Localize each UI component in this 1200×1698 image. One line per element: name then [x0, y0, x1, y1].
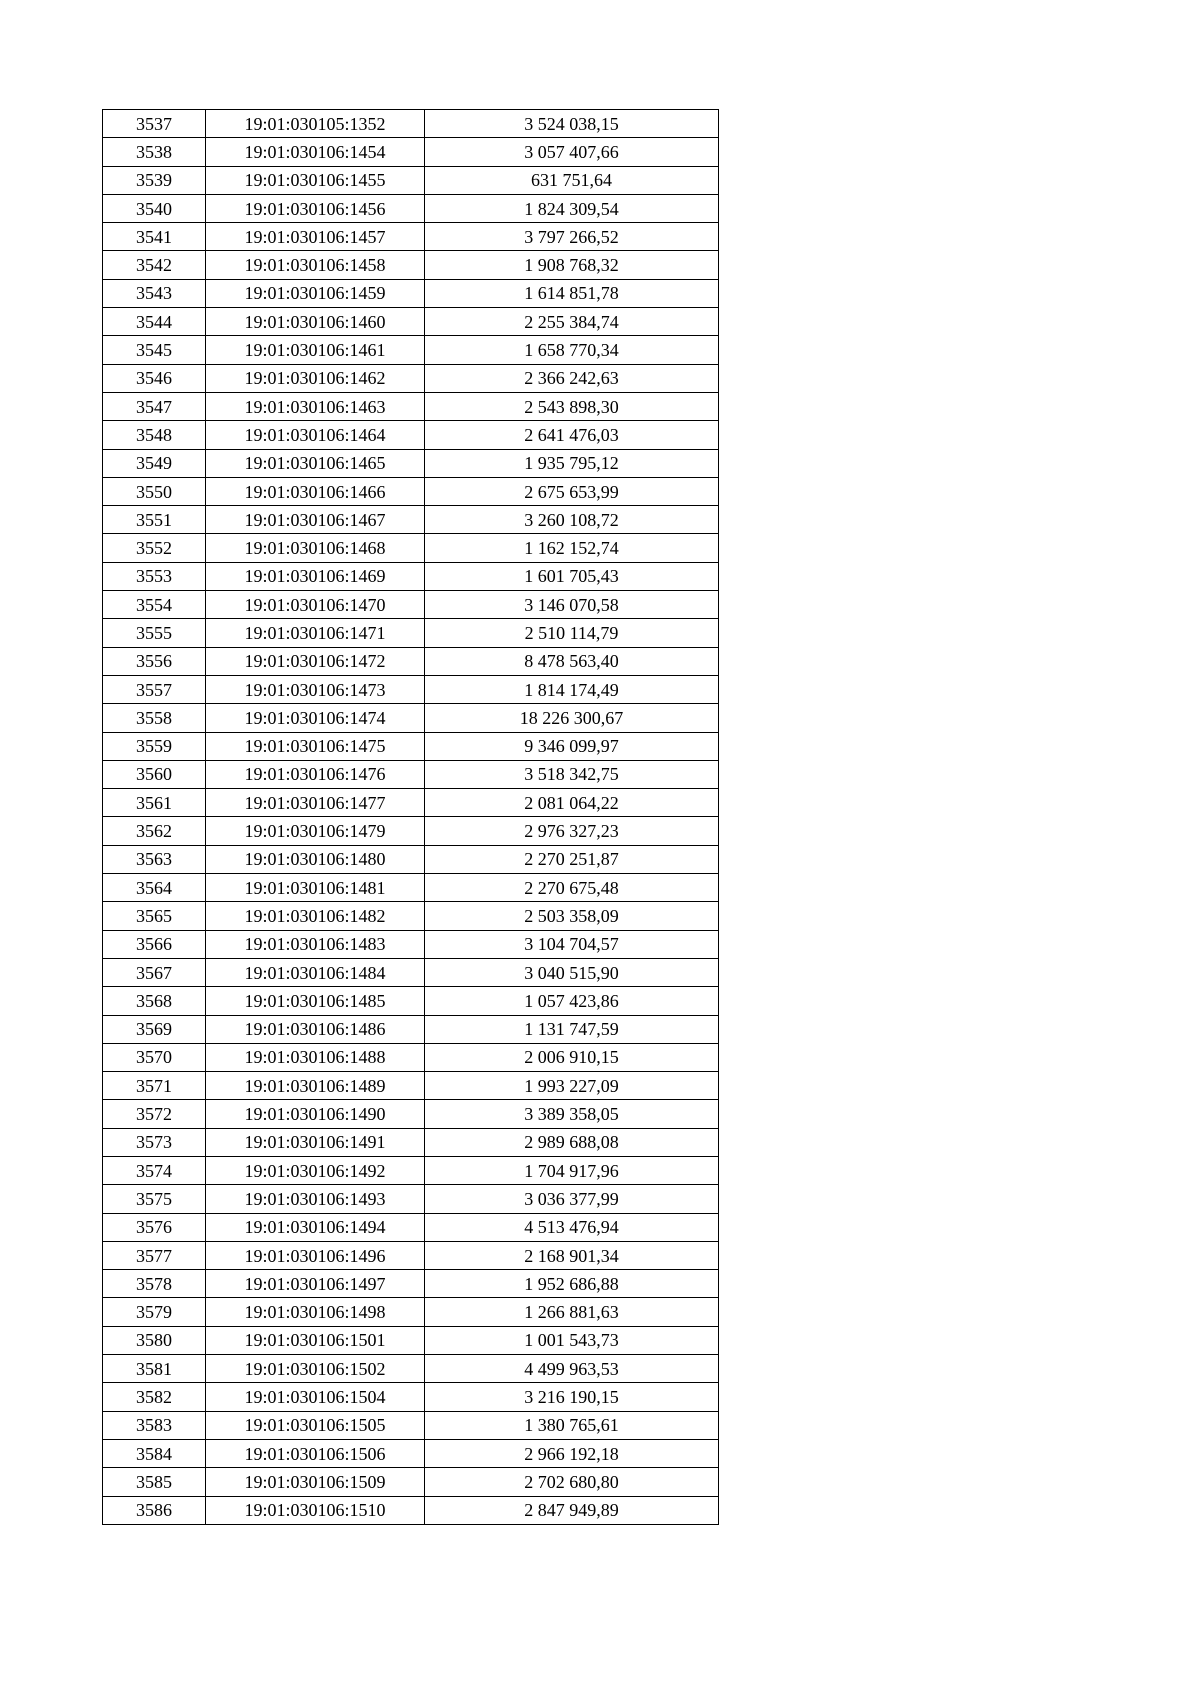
cadastral-number-cell: 19:01:030106:1502	[206, 1355, 425, 1383]
cadastral-number-cell: 19:01:030106:1492	[206, 1156, 425, 1184]
table-row	[103, 138, 719, 166]
cadastral-number-cell: 19:01:030106:1461	[206, 336, 425, 364]
table-row	[103, 562, 719, 590]
amount-cell: 18 226 300,67	[425, 704, 719, 732]
row-number-cell: 3540	[103, 194, 206, 222]
amount-cell: 2 255 384,74	[425, 308, 719, 336]
row-number-cell: 3539	[103, 166, 206, 194]
row-number-cell: 3585	[103, 1468, 206, 1496]
table-row	[103, 392, 719, 420]
amount-cell: 631 751,64	[425, 166, 719, 194]
amount-cell: 3 216 190,15	[425, 1383, 719, 1411]
row-number-cell: 3558	[103, 704, 206, 732]
row-number-cell: 3565	[103, 902, 206, 930]
table-row	[103, 1128, 719, 1156]
row-number-cell: 3581	[103, 1355, 206, 1383]
amount-cell: 2 510 114,79	[425, 619, 719, 647]
row-number-cell: 3577	[103, 1241, 206, 1269]
row-number-cell: 3551	[103, 506, 206, 534]
table-row	[103, 958, 719, 986]
cadastral-number-cell: 19:01:030106:1496	[206, 1241, 425, 1269]
cadastral-number-cell: 19:01:030106:1456	[206, 194, 425, 222]
cadastral-number-cell: 19:01:030106:1477	[206, 789, 425, 817]
row-number-cell: 3543	[103, 279, 206, 307]
cadastral-number-cell: 19:01:030106:1483	[206, 930, 425, 958]
table-row	[103, 336, 719, 364]
row-number-cell: 3537	[103, 110, 206, 138]
row-number-cell: 3568	[103, 987, 206, 1015]
table-row	[103, 1072, 719, 1100]
cadastral-number-cell: 19:01:030106:1466	[206, 477, 425, 505]
table-row	[103, 1015, 719, 1043]
table-row	[103, 308, 719, 336]
table-row	[103, 817, 719, 845]
amount-cell: 1 658 770,34	[425, 336, 719, 364]
table-row	[103, 845, 719, 873]
row-number-cell: 3571	[103, 1072, 206, 1100]
row-number-cell: 3572	[103, 1100, 206, 1128]
amount-cell: 2 006 910,15	[425, 1043, 719, 1071]
amount-cell: 3 036 377,99	[425, 1185, 719, 1213]
cadastral-number-cell: 19:01:030106:1510	[206, 1496, 425, 1524]
row-number-cell: 3575	[103, 1185, 206, 1213]
row-number-cell: 3560	[103, 760, 206, 788]
amount-cell: 4 513 476,94	[425, 1213, 719, 1241]
amount-cell: 1 162 152,74	[425, 534, 719, 562]
amount-cell: 2 168 901,34	[425, 1241, 719, 1269]
row-number-cell: 3562	[103, 817, 206, 845]
amount-cell: 2 976 327,23	[425, 817, 719, 845]
table-row	[103, 732, 719, 760]
table-row	[103, 1439, 719, 1467]
amount-cell: 3 389 358,05	[425, 1100, 719, 1128]
row-number-cell: 3574	[103, 1156, 206, 1184]
row-number-cell: 3542	[103, 251, 206, 279]
amount-cell: 1 935 795,12	[425, 449, 719, 477]
table-row	[103, 279, 719, 307]
amount-cell: 2 966 192,18	[425, 1439, 719, 1467]
row-number-cell: 3559	[103, 732, 206, 760]
cadastral-number-cell: 19:01:030106:1505	[206, 1411, 425, 1439]
amount-cell: 3 524 038,15	[425, 110, 719, 138]
row-number-cell: 3546	[103, 364, 206, 392]
table-row	[103, 449, 719, 477]
row-number-cell: 3586	[103, 1496, 206, 1524]
cadastral-number-cell: 19:01:030106:1491	[206, 1128, 425, 1156]
cadastral-number-cell: 19:01:030106:1497	[206, 1270, 425, 1298]
row-number-cell: 3544	[103, 308, 206, 336]
cadastral-number-cell: 19:01:030106:1481	[206, 874, 425, 902]
row-number-cell: 3569	[103, 1015, 206, 1043]
amount-cell: 2 543 898,30	[425, 392, 719, 420]
amount-cell: 2 641 476,03	[425, 421, 719, 449]
cadastral-number-cell: 19:01:030106:1509	[206, 1468, 425, 1496]
table-row	[103, 534, 719, 562]
amount-cell: 3 146 070,58	[425, 591, 719, 619]
amount-cell: 1 704 917,96	[425, 1156, 719, 1184]
row-number-cell: 3584	[103, 1439, 206, 1467]
data-table	[102, 109, 719, 1525]
row-number-cell: 3582	[103, 1383, 206, 1411]
cadastral-number-cell: 19:01:030106:1462	[206, 364, 425, 392]
cadastral-number-cell: 19:01:030106:1454	[206, 138, 425, 166]
table-row	[103, 1100, 719, 1128]
table-row	[103, 421, 719, 449]
table-row	[103, 647, 719, 675]
row-number-cell: 3547	[103, 392, 206, 420]
row-number-cell: 3566	[103, 930, 206, 958]
row-number-cell: 3579	[103, 1298, 206, 1326]
table-row	[103, 591, 719, 619]
table-row	[103, 1468, 719, 1496]
table-row	[103, 1241, 719, 1269]
amount-cell: 1 824 309,54	[425, 194, 719, 222]
cadastral-number-cell: 19:01:030106:1493	[206, 1185, 425, 1213]
amount-cell: 2 503 358,09	[425, 902, 719, 930]
amount-cell: 1 601 705,43	[425, 562, 719, 590]
table-row	[103, 704, 719, 732]
cadastral-number-cell: 19:01:030106:1480	[206, 845, 425, 873]
amount-cell: 1 614 851,78	[425, 279, 719, 307]
amount-cell: 2 847 949,89	[425, 1496, 719, 1524]
cadastral-number-cell: 19:01:030106:1471	[206, 619, 425, 647]
amount-cell: 1 952 686,88	[425, 1270, 719, 1298]
cadastral-number-cell: 19:01:030106:1457	[206, 223, 425, 251]
cadastral-number-cell: 19:01:030106:1488	[206, 1043, 425, 1071]
amount-cell: 3 104 704,57	[425, 930, 719, 958]
cadastral-number-cell: 19:01:030106:1504	[206, 1383, 425, 1411]
table-row	[103, 675, 719, 703]
cadastral-number-cell: 19:01:030106:1485	[206, 987, 425, 1015]
amount-cell: 1 993 227,09	[425, 1072, 719, 1100]
amount-cell: 2 366 242,63	[425, 364, 719, 392]
cadastral-number-cell: 19:01:030106:1459	[206, 279, 425, 307]
table-row	[103, 760, 719, 788]
table-row	[103, 477, 719, 505]
amount-cell: 4 499 963,53	[425, 1355, 719, 1383]
amount-cell: 3 040 515,90	[425, 958, 719, 986]
amount-cell: 1 057 423,86	[425, 987, 719, 1015]
table-row	[103, 1326, 719, 1354]
row-number-cell: 3563	[103, 845, 206, 873]
row-number-cell: 3570	[103, 1043, 206, 1071]
cadastral-number-cell: 19:01:030106:1490	[206, 1100, 425, 1128]
cadastral-number-cell: 19:01:030106:1484	[206, 958, 425, 986]
amount-cell: 1 131 747,59	[425, 1015, 719, 1043]
row-number-cell: 3557	[103, 675, 206, 703]
cadastral-number-cell: 19:01:030106:1464	[206, 421, 425, 449]
row-number-cell: 3564	[103, 874, 206, 902]
table-row	[103, 1355, 719, 1383]
cadastral-number-cell: 19:01:030106:1501	[206, 1326, 425, 1354]
amount-cell: 1 001 543,73	[425, 1326, 719, 1354]
cadastral-number-cell: 19:01:030106:1506	[206, 1439, 425, 1467]
amount-cell: 3 797 266,52	[425, 223, 719, 251]
table-row	[103, 987, 719, 1015]
cadastral-number-cell: 19:01:030106:1463	[206, 392, 425, 420]
amount-cell: 3 518 342,75	[425, 760, 719, 788]
table-row	[103, 364, 719, 392]
cadastral-number-cell: 19:01:030106:1482	[206, 902, 425, 930]
table-row	[103, 874, 719, 902]
cadastral-number-cell: 19:01:030106:1486	[206, 1015, 425, 1043]
amount-cell: 9 346 099,97	[425, 732, 719, 760]
row-number-cell: 3556	[103, 647, 206, 675]
table-row	[103, 1298, 719, 1326]
amount-cell: 1 908 768,32	[425, 251, 719, 279]
table-row	[103, 1496, 719, 1524]
table-row	[103, 902, 719, 930]
cadastral-number-cell: 19:01:030106:1458	[206, 251, 425, 279]
amount-cell: 1 814 174,49	[425, 675, 719, 703]
table-row	[103, 251, 719, 279]
table-row	[103, 166, 719, 194]
table-row	[103, 506, 719, 534]
table-row	[103, 1156, 719, 1184]
cadastral-number-cell: 19:01:030106:1465	[206, 449, 425, 477]
row-number-cell: 3549	[103, 449, 206, 477]
table-row	[103, 194, 719, 222]
cadastral-number-cell: 19:01:030106:1489	[206, 1072, 425, 1100]
amount-cell: 2 081 064,22	[425, 789, 719, 817]
cadastral-number-cell: 19:01:030106:1469	[206, 562, 425, 590]
amount-cell: 2 270 675,48	[425, 874, 719, 902]
row-number-cell: 3567	[103, 958, 206, 986]
table-row	[103, 1270, 719, 1298]
cadastral-number-cell: 19:01:030106:1473	[206, 675, 425, 703]
amount-cell: 3 057 407,66	[425, 138, 719, 166]
amount-cell: 8 478 563,40	[425, 647, 719, 675]
table-row	[103, 930, 719, 958]
amount-cell: 3 260 108,72	[425, 506, 719, 534]
row-number-cell: 3578	[103, 1270, 206, 1298]
cadastral-number-cell: 19:01:030106:1467	[206, 506, 425, 534]
table-row	[103, 1213, 719, 1241]
cadastral-number-cell: 19:01:030106:1455	[206, 166, 425, 194]
amount-cell: 2 702 680,80	[425, 1468, 719, 1496]
table-row	[103, 223, 719, 251]
table-row	[103, 1185, 719, 1213]
row-number-cell: 3561	[103, 789, 206, 817]
table-row	[103, 789, 719, 817]
row-number-cell: 3545	[103, 336, 206, 364]
amount-cell: 2 989 688,08	[425, 1128, 719, 1156]
cadastral-number-cell: 19:01:030106:1468	[206, 534, 425, 562]
amount-cell: 2 270 251,87	[425, 845, 719, 873]
cadastral-number-cell: 19:01:030106:1479	[206, 817, 425, 845]
table-row	[103, 1411, 719, 1439]
row-number-cell: 3554	[103, 591, 206, 619]
cadastral-number-cell: 19:01:030106:1470	[206, 591, 425, 619]
row-number-cell: 3555	[103, 619, 206, 647]
row-number-cell: 3583	[103, 1411, 206, 1439]
row-number-cell: 3576	[103, 1213, 206, 1241]
row-number-cell: 3538	[103, 138, 206, 166]
row-number-cell: 3573	[103, 1128, 206, 1156]
cadastral-number-cell: 19:01:030106:1475	[206, 732, 425, 760]
cadastral-number-cell: 19:01:030106:1472	[206, 647, 425, 675]
cadastral-number-cell: 19:01:030106:1494	[206, 1213, 425, 1241]
amount-cell: 2 675 653,99	[425, 477, 719, 505]
row-number-cell: 3552	[103, 534, 206, 562]
cadastral-number-cell: 19:01:030105:1352	[206, 110, 425, 138]
row-number-cell: 3541	[103, 223, 206, 251]
cadastral-number-cell: 19:01:030106:1474	[206, 704, 425, 732]
row-number-cell: 3548	[103, 421, 206, 449]
row-number-cell: 3580	[103, 1326, 206, 1354]
table-body	[103, 110, 719, 1525]
table-row	[103, 619, 719, 647]
row-number-cell: 3550	[103, 477, 206, 505]
cadastral-number-cell: 19:01:030106:1476	[206, 760, 425, 788]
row-number-cell: 3553	[103, 562, 206, 590]
table-row	[103, 1383, 719, 1411]
cadastral-number-cell: 19:01:030106:1498	[206, 1298, 425, 1326]
amount-cell: 1 266 881,63	[425, 1298, 719, 1326]
cadastral-number-cell: 19:01:030106:1460	[206, 308, 425, 336]
amount-cell: 1 380 765,61	[425, 1411, 719, 1439]
table-row	[103, 1043, 719, 1071]
table-row	[103, 110, 719, 138]
